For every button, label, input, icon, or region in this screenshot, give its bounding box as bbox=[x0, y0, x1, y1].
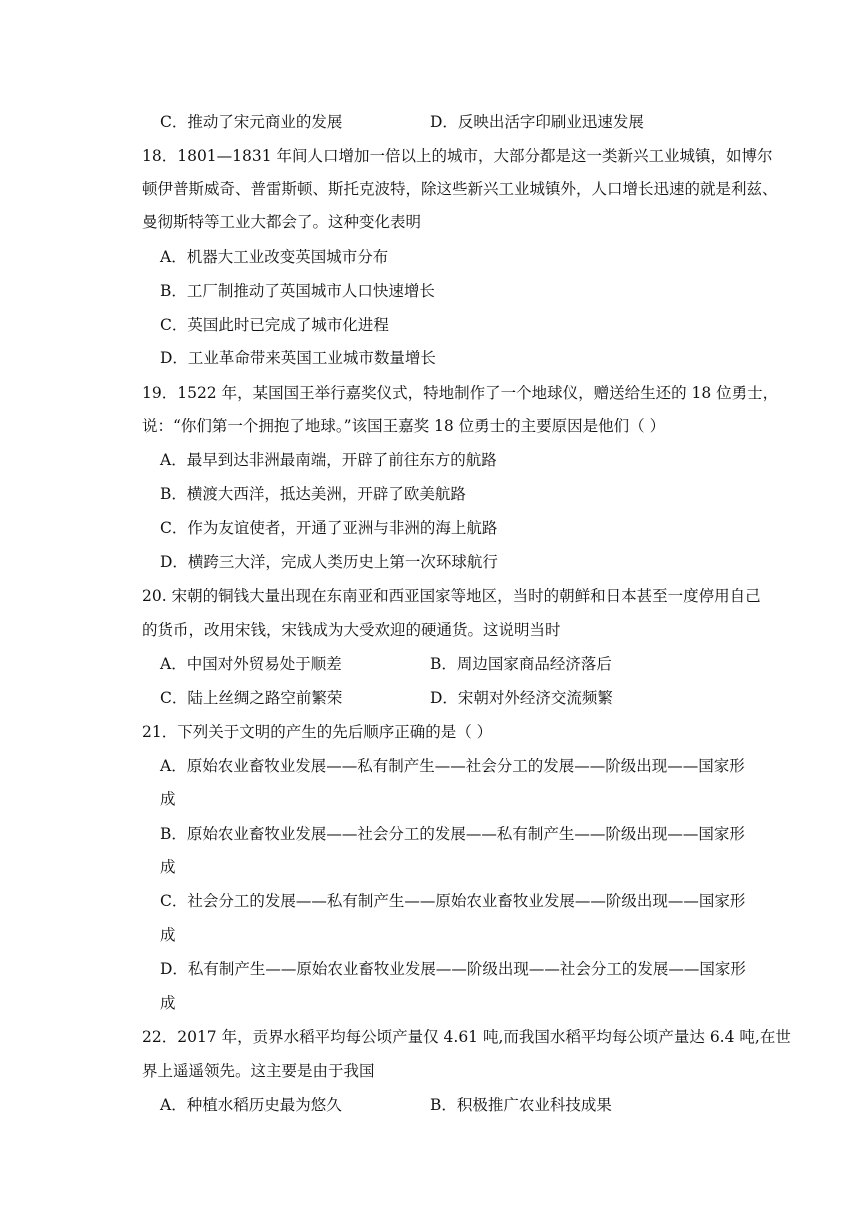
q21-option-a-line-2: 成 bbox=[160, 790, 176, 808]
q17-option-d: D．反映出活字印刷业迅速发展 bbox=[430, 113, 644, 131]
q20-option-d: D．宋朝对外经济交流频繁 bbox=[430, 689, 613, 707]
q20-stem-line-2: 的货币，改用宋钱，宋钱成为大受欢迎的硬通货。这说明当时 bbox=[142, 621, 561, 639]
q20-option-c: C．陆上丝绸之路空前繁荣 bbox=[160, 689, 343, 707]
q21-option-d-line-2: 成 bbox=[160, 994, 176, 1012]
q19-stem-line-2: 说：“你们第一个拥抱了地球。”该国王嘉奖 18 位勇士的主要原因是他们（ ） bbox=[142, 417, 666, 435]
q18-option-b: B．工厂制推动了英国城市人口快速增长 bbox=[160, 282, 435, 300]
q21-option-c-line-1: C．社会分工的发展——私有制产生——原始农业畜牧业发展——阶级出现——国家形 bbox=[160, 892, 746, 910]
q18-option-d: D．工业革命带来英国工业城市数量增长 bbox=[160, 349, 436, 367]
q18-stem-line-3: 曼彻斯特等工业大都会了。这种变化表明 bbox=[142, 213, 422, 231]
q18-stem-line-2: 顿伊普斯威奇、普雷斯顿、斯托克波特，除这些新兴工业城镇外，人口增长迅速的就是利兹、 bbox=[142, 180, 778, 198]
q20-stem-line-1: 20. 宋朝的铜钱大量出现在东南亚和西亚国家等地区，当时的朝鲜和日本甚至一度停用自己 bbox=[142, 587, 761, 605]
q18-option-c: C．英国此时已完成了城市化进程 bbox=[160, 316, 389, 334]
q21-option-a-line-1: A．原始农业畜牧业发展——私有制产生——社会分工的发展——阶级出现——国家形 bbox=[160, 757, 745, 775]
q19-stem-line-1: 19．1522 年，某国国王举行嘉奖仪式，特地制作了一个地球仪，赠送给生还的 18 位勇士， bbox=[142, 384, 779, 402]
q22-stem-line-1: 22．2017 年，贡界水稻平均每公顷产量仅 4.61 吨,而我国水稻平均每公顷产量达 6.4 吨,在世 bbox=[142, 1028, 791, 1046]
q19-option-d: D．横跨三大洋，完成人类历史上第一次环球航行 bbox=[160, 553, 498, 571]
q20-option-a: A．中国对外贸易处于顺差 bbox=[160, 655, 342, 673]
q22-option-a: A．种植水稻历史最为悠久 bbox=[160, 1096, 342, 1114]
q17-option-c: C．推动了宋元商业的发展 bbox=[160, 113, 343, 131]
q20-option-b: B．周边国家商品经济落后 bbox=[430, 655, 612, 673]
q21-option-c-line-2: 成 bbox=[160, 926, 176, 944]
q21-option-b-line-2: 成 bbox=[160, 858, 176, 876]
q21-stem: 21．下列关于文明的产生的先后顺序正确的是（ ） bbox=[142, 723, 493, 741]
q21-option-d-line-1: D．私有制产生——原始农业畜牧业发展——阶级出现——社会分工的发展——国家形 bbox=[160, 960, 746, 978]
q22-stem-line-2: 界上遥遥领先。这主要是由于我国 bbox=[142, 1062, 375, 1080]
q22-option-b: B．积极推广农业科技成果 bbox=[430, 1096, 612, 1114]
q19-option-c: C．作为友谊使者，开通了亚洲与非洲的海上航路 bbox=[160, 519, 498, 537]
q19-option-b: B．横渡大西洋，抵达美洲，开辟了欧美航路 bbox=[160, 485, 466, 503]
q19-option-a: A．最早到达非洲最南端，开辟了前往东方的航路 bbox=[160, 451, 497, 469]
q18-stem-line-1: 18．1801—1831 年间人口增加一倍以上的城市，大部分都是这一类新兴工业城镇，如博尔 bbox=[142, 147, 773, 165]
q18-option-a: A．机器大工业改变英国城市分布 bbox=[160, 248, 389, 266]
q21-option-b-line-1: B．原始农业畜牧业发展——社会分工的发展——私有制产生——阶级出现——国家形 bbox=[160, 825, 745, 843]
